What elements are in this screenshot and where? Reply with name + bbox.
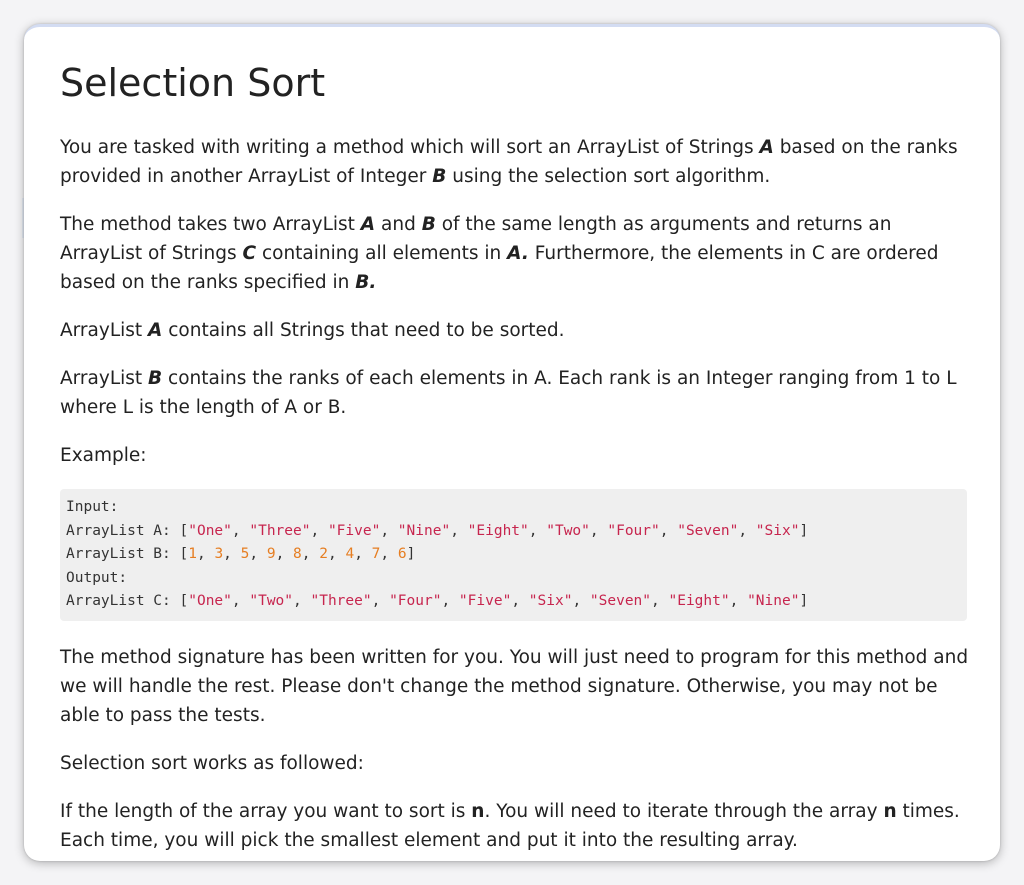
code-string-literal: "Nine" <box>747 593 800 610</box>
method-var-a: A <box>360 214 376 235</box>
code-separator: , <box>223 546 241 563</box>
intro-text-3: using the selection sort algorithm. <box>446 166 771 187</box>
code-list-a-values <box>188 523 799 539</box>
iteration-text-3: times. Each time, you will pick the smallest element and put it into the resulting array. <box>60 800 960 851</box>
code-number-literal: 9 <box>266 546 276 563</box>
intro-paragraph <box>60 133 970 191</box>
code-string-literal: "Two" <box>546 522 590 539</box>
code-number-literal: 6 <box>397 546 407 563</box>
code-separator: , <box>327 546 346 563</box>
method-var-a-dot: A. <box>507 243 529 264</box>
problem-card <box>24 24 1000 861</box>
method-text-2: and <box>375 214 422 235</box>
code-string-literal: "Eight" <box>467 522 529 539</box>
code-number-literal: 4 <box>345 546 355 563</box>
code-number-literal: 7 <box>371 546 381 563</box>
code-string-literal: "Four" <box>389 593 442 610</box>
list-a-text-2: contains all Strings that need to be sorted. <box>162 320 565 341</box>
code-string-literal: "Eight" <box>668 593 730 610</box>
code-separator: , <box>659 522 678 539</box>
code-separator: , <box>196 546 215 563</box>
iteration-paragraph <box>60 797 970 855</box>
code-separator: , <box>511 593 529 610</box>
iteration-var-n-1: n <box>471 800 485 822</box>
list-a-var: A <box>148 320 163 341</box>
code-separator: , <box>371 593 390 610</box>
method-text-5: Furthermore, the elements in C are ordered based on the ranks specified in <box>60 243 939 293</box>
code-separator: , <box>729 593 748 610</box>
method-text-3: of the same length as arguments and returns an ArrayList of Strings <box>60 214 892 264</box>
code-string-literal: "Three" <box>249 522 311 539</box>
iteration-text-1: If the length of the array you want to sort is <box>60 800 472 822</box>
method-var-c: C <box>242 243 257 264</box>
code-separator: , <box>589 522 608 539</box>
intro-var-b: B <box>432 166 447 187</box>
list-b-var: B <box>148 368 163 389</box>
code-separator: , <box>450 522 468 539</box>
example-code-block: Input: ArrayList A: ["One", "Three", "Five", "Nine", "Eight", "Two", "Four", "Seven", "Six"] ArrayList B: [1, 3, 5, 9, 8, 2, 4, 7, 6] Output: ArrayList C: ["One", "Two", "Three", "Four", "Five", "Six", "Seven", "Eight", "Nine"] <box>60 489 967 621</box>
selection-sort-label: Selection sort works as followed: <box>60 752 364 774</box>
code-string-literal: "Four" <box>607 522 660 539</box>
example-label: Example: <box>60 445 147 466</box>
code-separator: , <box>310 522 328 539</box>
code-string-literal: "Three" <box>310 593 372 610</box>
code-number-literal: 8 <box>293 546 302 563</box>
code-number-literal: 1 <box>188 546 197 563</box>
code-separator: , <box>572 593 590 610</box>
list-b-text-1: ArrayList <box>60 368 149 389</box>
code-separator: , <box>249 546 267 563</box>
code-list-c-prefix: ArrayList C: <box>66 593 180 610</box>
code-string-literal: "Five" <box>327 522 381 539</box>
code-separator: , <box>528 522 547 539</box>
method-text-4: containing all elements in <box>256 243 508 264</box>
code-string-literal: "Two" <box>249 593 294 610</box>
code-number-literal: 2 <box>319 546 328 563</box>
code-string-literal: "One" <box>188 593 232 610</box>
code-separator: , <box>380 522 398 539</box>
code-string-literal: "Seven" <box>589 593 652 610</box>
code-input-label: Input: <box>66 499 119 515</box>
iteration-var-n-2: n <box>883 800 897 822</box>
code-string-literal: "Five" <box>458 593 512 610</box>
code-list-b-values <box>188 546 406 562</box>
signature-note-paragraph: The method signature has been written for you. You will just need to program for this method and we will handle the rest. Please don't change the method signature. Otherwise, you may not be able to pass the tests. <box>60 646 969 726</box>
code-separator: , <box>301 546 320 563</box>
iteration-text-2: . You will need to iterate through the array <box>484 800 884 822</box>
code-string-literal: "Six" <box>755 522 800 539</box>
code-list-a-prefix: ArrayList A: <box>66 522 180 539</box>
list-a-paragraph <box>60 316 970 345</box>
code-number-literal: 3 <box>214 546 224 563</box>
code-separator: , <box>293 593 311 610</box>
code-separator: , <box>231 593 250 610</box>
problem-content <box>60 57 970 861</box>
method-var-b: B <box>421 214 436 235</box>
method-text-1: The method takes two ArrayList <box>60 214 361 235</box>
code-separator: , <box>380 546 398 563</box>
list-b-paragraph <box>60 364 970 422</box>
intro-var-a: A <box>759 137 774 158</box>
code-list-c-values <box>188 593 799 609</box>
page-title: Selection Sort <box>60 61 326 105</box>
method-description-paragraph <box>60 210 970 297</box>
code-separator: , <box>441 593 459 610</box>
code-output-label: Output: <box>66 569 128 586</box>
code-list-b-prefix: ArrayList B: <box>66 546 180 563</box>
code-separator: , <box>275 546 294 563</box>
intro-text-1: You are tasked with writing a method which will sort an ArrayList of Strings <box>60 137 760 158</box>
code-separator: , <box>651 593 669 610</box>
code-separator: , <box>231 522 250 539</box>
code-string-literal: "Seven" <box>677 522 739 539</box>
code-separator: , <box>738 522 756 539</box>
code-string-literal: "Nine" <box>397 522 451 539</box>
code-string-literal: "Six" <box>528 593 573 610</box>
code-number-literal: 5 <box>240 546 250 563</box>
list-a-text-1: ArrayList <box>60 320 149 341</box>
method-var-b-dot: B. <box>355 272 377 293</box>
code-separator: , <box>354 546 372 563</box>
code-string-literal: "One" <box>188 522 232 539</box>
list-b-text-2: contains the ranks of each elements in A. Each rank is an Integer ranging from 1 to L where L is the length of A or B. <box>60 368 957 418</box>
intro-text-2: based on the ranks provided in another ArrayList of Integer <box>60 137 958 187</box>
